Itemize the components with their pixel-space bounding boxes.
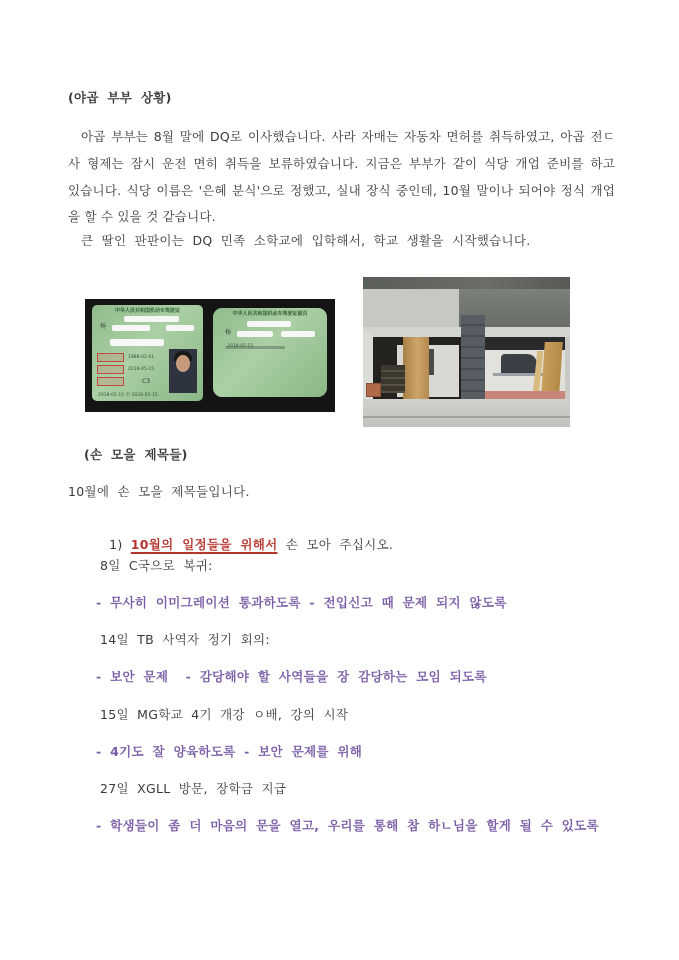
license-field-box bbox=[97, 353, 124, 362]
schedule-line: 15일 MG학교 4기 개강 ㅇ배, 강의 시작 bbox=[100, 707, 349, 722]
paragraph1-line1: 아곱 부부는 8월 말에 DQ로 이사했습니다. 사라 자매는 자동차 면허를 취득하였고, 아곱 전ㄷ bbox=[81, 129, 615, 144]
license-class-code: C3 bbox=[142, 378, 151, 385]
schedule-line: 8일 C국으로 복귀: bbox=[100, 558, 213, 573]
license-front-title: 中华人民共和国机动车驾驶证 bbox=[114, 308, 180, 314]
portrait-face bbox=[176, 355, 190, 372]
sidewalk bbox=[363, 399, 570, 427]
section1-heading: (야곱 부부 상황) bbox=[68, 90, 172, 105]
section2-intro: 10월에 손 모을 제목들입니다. bbox=[68, 484, 250, 499]
license-back-title: 中华人民共和国机动车驾驶证副页 bbox=[232, 311, 308, 317]
building-top-edge bbox=[363, 277, 570, 289]
shop-opening-left bbox=[373, 337, 461, 399]
section1-paragraph2: 큰 딸인 판판이는 DQ 민족 소학교에 입학해서, 학교 생활을 시작했습니다. bbox=[81, 233, 531, 248]
license-back-issue-date: 2018-05-15 bbox=[227, 344, 254, 349]
redaction-bar bbox=[110, 339, 164, 346]
license-issue-date: 2018-05-15 bbox=[128, 367, 155, 372]
item1-suffix: 손 모아 주십시오. bbox=[277, 537, 394, 552]
prayer-line: - 보안 문제 - 감당해야 할 사역들을 장 감당하는 모임 되도록 bbox=[96, 669, 487, 684]
item1-number: 1) bbox=[109, 537, 131, 552]
prayer-line: - 무사히 이미그레이션 통과하도록 - 전입신고 때 문제 되지 않도록 bbox=[96, 595, 507, 610]
shelf-rack bbox=[381, 365, 405, 393]
redaction-bar bbox=[281, 331, 315, 337]
section2-heading: (손 모을 제목들) bbox=[84, 447, 188, 462]
license-card-front bbox=[92, 305, 203, 401]
wood-boards bbox=[541, 342, 563, 394]
section1-paragraph1 bbox=[68, 124, 615, 231]
schedule-line: 27일 XGLL 방문, 장학금 지급 bbox=[100, 781, 287, 796]
redaction-bar bbox=[112, 325, 150, 331]
redaction-bar bbox=[166, 325, 194, 331]
redaction-bar bbox=[124, 316, 179, 322]
curb-line bbox=[363, 416, 570, 418]
license-surname: 杨 bbox=[100, 323, 107, 330]
license-portrait-photo bbox=[169, 349, 197, 393]
license-validity: 2018-05-15 至 2028-05-15 bbox=[98, 393, 158, 398]
wood-panel bbox=[403, 337, 429, 399]
paragraph1-line2: 사 형제는 잠시 운전 면히 취득을 보류하였습니다. 지금은 부부가 같이 식당 개업 준비를 하고 bbox=[68, 155, 615, 171]
prayer-line: - 학생들이 좀 더 마음의 문을 열고, 우리를 통해 참 하ㄴ님을 할게 될 수 있도록 bbox=[96, 818, 599, 833]
debris-box bbox=[366, 383, 381, 397]
license-back-surname: 杨 bbox=[225, 329, 232, 336]
paragraph1-line3: 있습니다. 식당 이름은 '은혜 분식'으로 정했고, 실내 장식 중인데, 10월 말이나 되어야 정식 개업 bbox=[68, 182, 615, 198]
license-field-box bbox=[97, 365, 124, 374]
tiled-column bbox=[461, 315, 485, 403]
license-card-back bbox=[213, 308, 327, 397]
storefront-photo-image bbox=[363, 277, 570, 427]
schedule-line: 14일 TB 사역자 정기 회의: bbox=[100, 632, 270, 647]
redaction-bar bbox=[237, 331, 273, 337]
paragraph1-line4: 을 할 수 있을 것 같습니다. bbox=[68, 209, 216, 225]
shop-opening-right bbox=[485, 337, 565, 395]
redaction-bar bbox=[247, 321, 291, 327]
item1-highlighted-phrase: 10월의 일정들을 위해서 bbox=[130, 537, 278, 552]
license-birth-date: 1988-02-01 bbox=[128, 355, 155, 360]
prayer-line: - 4기도 잘 양육하도록 - 보안 문제를 위해 bbox=[96, 744, 363, 759]
license-photo-image bbox=[85, 299, 335, 412]
license-field-box bbox=[97, 377, 124, 386]
